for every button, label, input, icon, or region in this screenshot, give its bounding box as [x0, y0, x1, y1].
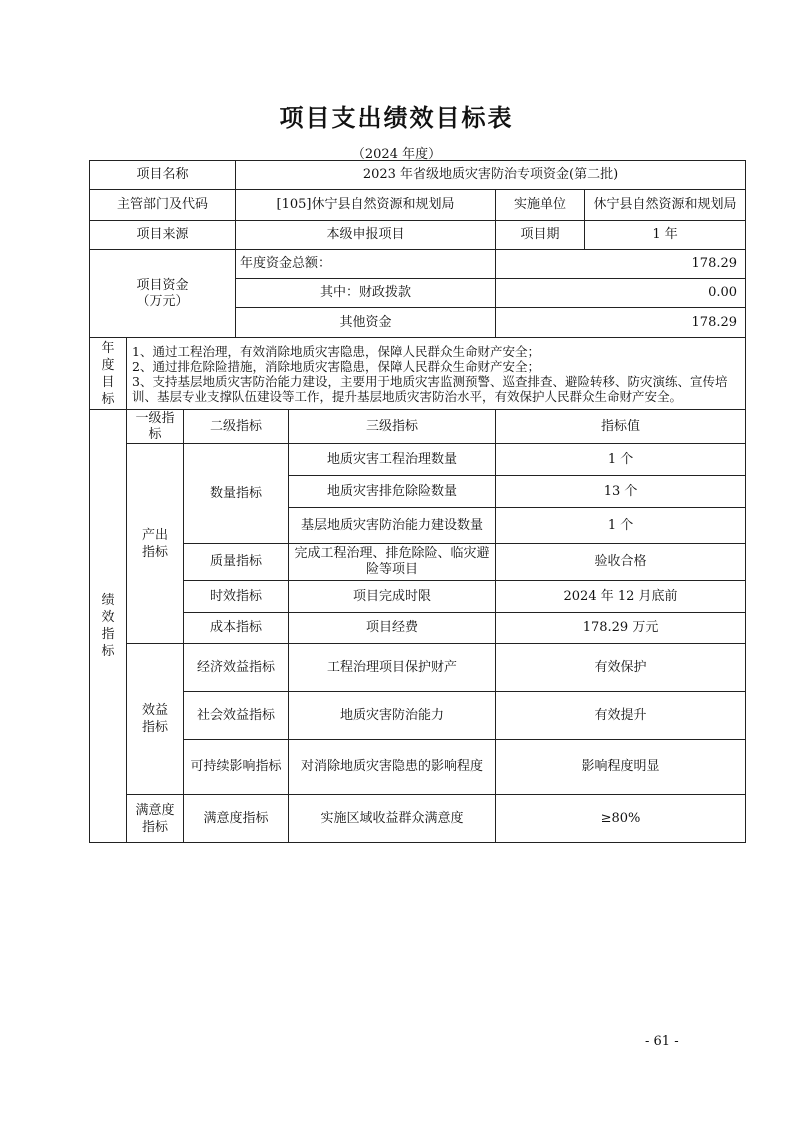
benefit-2-level2: 社会效益指标	[184, 692, 289, 740]
perf-label-text: 绩效指标	[101, 593, 115, 659]
table-row	[90, 644, 746, 692]
table-row	[90, 581, 746, 613]
page-title: 项目支出绩效目标表	[279, 104, 514, 132]
annual-goal-1: 1、通过工程治理，有效消除地质灾害隐患，保障人民群众生命财产安全；	[132, 343, 540, 359]
quantity-3-value: 1 个	[496, 508, 746, 544]
source-label: 项目来源	[90, 221, 236, 250]
dept-value: [105]休宁县自然资源和规划局	[236, 190, 496, 221]
row-source	[90, 221, 746, 250]
quantity-2-name: 地质灾害排危除险数量	[289, 476, 496, 508]
source-value: 本级申报项目	[236, 221, 496, 250]
table-row	[90, 692, 746, 740]
benefit-1-value: 有效保护	[496, 644, 746, 692]
annual-goal-label-text: 年度目标	[101, 340, 115, 407]
output-label	[127, 444, 184, 644]
cost-label: 成本指标	[184, 613, 289, 644]
benefit-1-name: 工程治理项目保护财产	[289, 644, 496, 692]
impl-value: 休宁县自然资源和规划局	[585, 190, 746, 221]
row-headers	[90, 410, 746, 444]
page-number: - 61 -	[645, 1034, 679, 1049]
performance-table	[89, 160, 746, 843]
benefit-3-name: 对消除地质灾害隐患的影响程度	[289, 740, 496, 795]
benefit-2-value: 有效提升	[496, 692, 746, 740]
row-annual-goals	[90, 338, 746, 410]
row-project-name	[90, 161, 746, 190]
annual-goal-3: 3、支持基层地质灾害防治能力建设，主要用于地质灾害监测预警、巡查排查、避险转移、防灾演练、宣传培	[132, 373, 728, 389]
impl-label: 实施单位	[496, 190, 585, 221]
benefit-3-value: 影响程度明显	[496, 740, 746, 795]
quality-label: 质量指标	[184, 544, 289, 581]
funds-other-label: 其他资金	[236, 308, 496, 338]
header-level1: 一级指标	[127, 410, 184, 444]
table-row	[90, 444, 746, 476]
quality-name: 完成工程治理、排危除险、临灾避险等项目	[289, 544, 496, 581]
funds-label-line1: 项目资金	[136, 277, 189, 293]
period-value: 1 年	[585, 221, 746, 250]
funds-label	[90, 250, 236, 338]
funds-total-value: 178.29	[496, 250, 746, 279]
funds-fiscal-value: 0.00	[496, 279, 746, 308]
header-value: 指标值	[496, 410, 746, 444]
header-level3: 三级指标	[289, 410, 496, 444]
quantity-1-name: 地质灾害工程治理数量	[289, 444, 496, 476]
time-label: 时效指标	[184, 581, 289, 613]
annual-goal-2: 2、通过排危除险措施，消除地质灾害隐患，保障人民群众生命财产安全；	[132, 358, 540, 374]
table-row	[90, 795, 746, 843]
benefit-label-text: 效益指标	[141, 703, 168, 735]
cost-value: 178.29 万元	[496, 613, 746, 644]
output-label-text: 产出指标	[141, 527, 168, 560]
table-row	[90, 740, 746, 795]
quantity-2-value: 13 个	[496, 476, 746, 508]
satisfaction-name: 实施区域收益群众满意度	[289, 795, 496, 843]
satisfaction-value: ≥80%	[496, 795, 746, 843]
period-label: 项目期	[496, 221, 585, 250]
table-row	[90, 613, 746, 644]
perf-label	[90, 410, 127, 843]
funds-other-value: 178.29	[496, 308, 746, 338]
row-funds-total	[90, 250, 746, 279]
benefit-2-name: 地质灾害防治能力	[289, 692, 496, 740]
funds-fiscal-label: 其中：财政拨款	[236, 279, 496, 308]
benefit-label	[127, 644, 184, 795]
funds-total-label: 年度资金总额：	[236, 250, 496, 279]
funds-label-line2: （万元）	[136, 293, 189, 309]
benefit-3-level2: 可持续影响指标	[184, 740, 289, 795]
annual-goal-label	[90, 338, 127, 410]
benefit-1-level2: 经济效益指标	[184, 644, 289, 692]
project-name-value: 2023 年省级地质灾害防治专项资金(第二批)	[236, 161, 746, 190]
dept-label: 主管部门及代码	[90, 190, 236, 221]
row-dept	[90, 190, 746, 221]
annual-goals	[127, 338, 746, 410]
quality-value: 验收合格	[496, 544, 746, 581]
cost-name: 项目经费	[289, 613, 496, 644]
quantity-1-value: 1 个	[496, 444, 746, 476]
satisfaction-label	[127, 795, 184, 843]
time-value: 2024 年 12 月底前	[496, 581, 746, 613]
quantity-3-name: 基层地质灾害防治能力建设数量	[289, 508, 496, 544]
quantity-label: 数量指标	[184, 444, 289, 544]
header-level2: 二级指标	[184, 410, 289, 444]
table-row	[90, 544, 746, 581]
satisfaction-level2: 满意度指标	[184, 795, 289, 843]
satisfaction-label-text: 满意度指标	[135, 802, 175, 835]
project-name-label: 项目名称	[90, 161, 236, 190]
year-caption: （2024 年度）	[351, 147, 442, 162]
annual-goal-4: 训、基层专业支撑队伍建设等工作，提升基层地质灾害防治水平，有效保护人民群众生命财产安全。	[132, 388, 683, 404]
time-name: 项目完成时限	[289, 581, 496, 613]
